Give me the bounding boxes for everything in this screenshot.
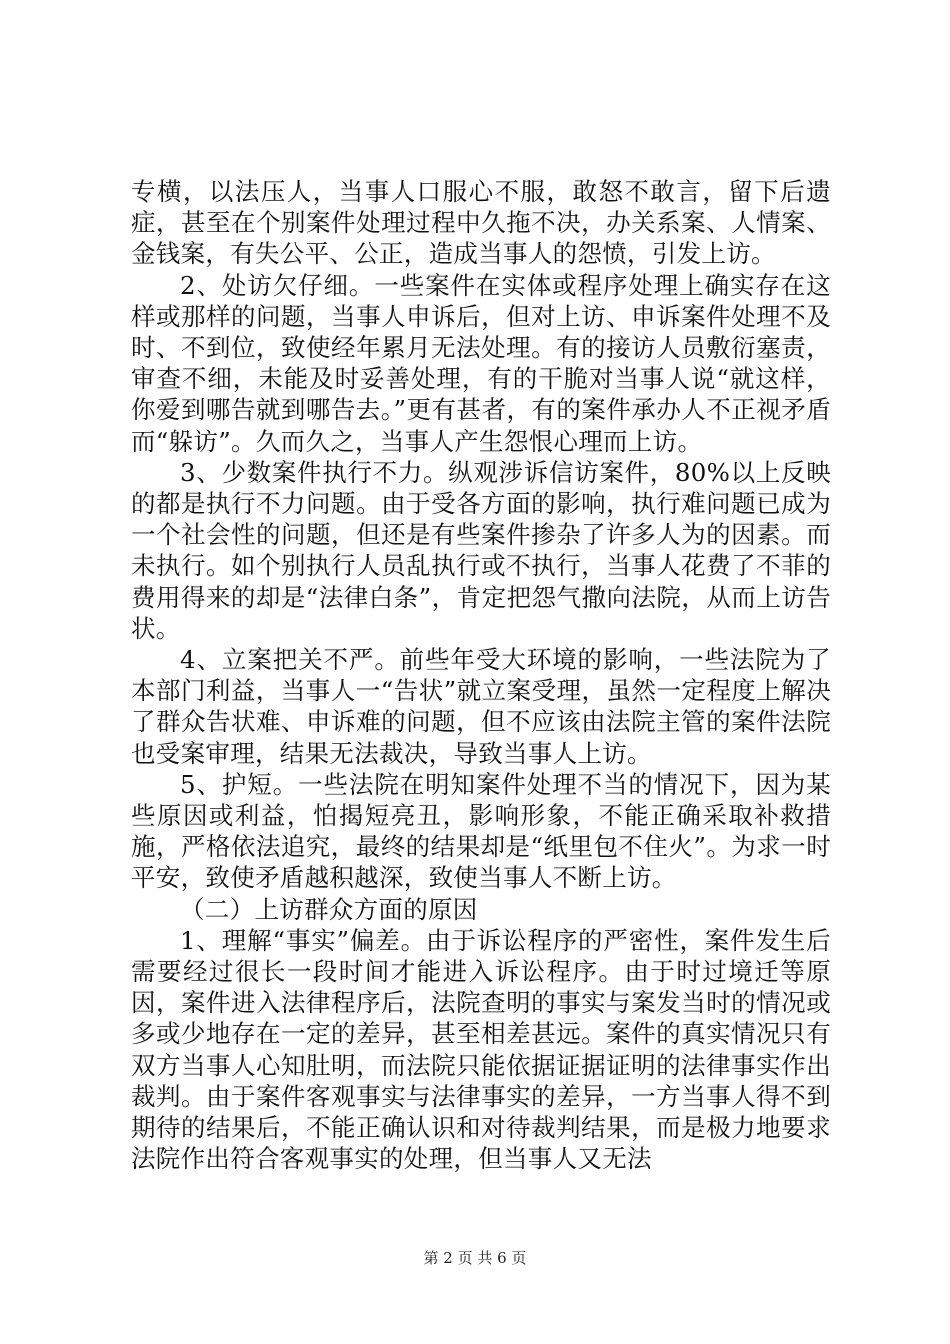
paragraph-item-3: 3、少数案件执行不力。纵观涉诉信访案件，80%以上反映的都是执行不力问题。由于受各方面的影响，执行难问题已成为一个社会性的问题，但还是有些案件掺杂了许多人为的因素。而未执行。如个别执行人员乱执行或不执行，当事人花费了不菲的费用得来的却是“法律白条”，肯定把怨气撒向法院，从而上访告状。: [131, 457, 831, 643]
paragraph-continuation: 专横，以法压人，当事人口服心不服，敢怒不敢言，留下后遗症，甚至在个别案件处理过程中久拖不决，办关系案、人情案、金钱案，有失公平、公正，造成当事人的怨愤，引发上访。: [131, 177, 831, 269]
paragraph-item-2: 2、处访欠仔细。一些案件在实体或程序处理上确实存在这样或那样的问题，当事人申诉后，但对上访、申诉案件处理不及时、不到位，致使经年累月无法处理。有的接访人员敷衍塞责，审查不细，未能及时妥善处理，有的干脆对当事人说“就这样，你爱到哪告就到哪告去。”更有甚者，有的案件承办人不正视矛盾而“躲访”。久而久之，当事人产生怨恨心理而上访。: [131, 270, 831, 456]
page-number: 第 2 页 共 6 页: [423, 1249, 527, 1267]
paragraph-item-1: 1、理解“事实”偏差。由于诉讼程序的严密性，案件发生后需要经过很长一段时间才能进入诉讼程序。由于时过境迁等原因，案件进入法律程序后，法院查明的事实与案发当时的情况或多或少地存在一定的差异，甚至相差甚远。案件的真实情况只有双方当事人心知肚明，而法院只能依据证据证明的法律事实作出裁判。由于案件客观事实与法律事实的差异，一方当事人得不到期待的结果后，不能正确认识和对待裁判结果，而是极力地要求法院作出符合客观事实的处理，但当事人又无法: [131, 925, 831, 1174]
paragraph-item-5: 5、护短。一些法院在明知案件处理不当的情况下，因为某些原因或利益，怕揭短亮丑，影响形象，不能正确采取补救措施，严格依法追究，最终的结果却是“纸里包不住火”。为求一时平安，致使矛盾越积越深，致使当事人不断上访。: [131, 769, 831, 893]
document-body: [131, 176, 831, 1175]
paragraph-item-4: 4、立案把关不严。前些年受大环境的影响，一些法院为了本部门利益，当事人一“告状”就立案受理，虽然一定程度上解决了群众告状难、申诉难的问题，但不应该由法院主管的案件法院也受案审理，结果无法裁决，导致当事人上访。: [131, 645, 831, 768]
page-footer: [0, 1248, 950, 1268]
section-heading: （二）上访群众方面的原因: [180, 894, 478, 924]
